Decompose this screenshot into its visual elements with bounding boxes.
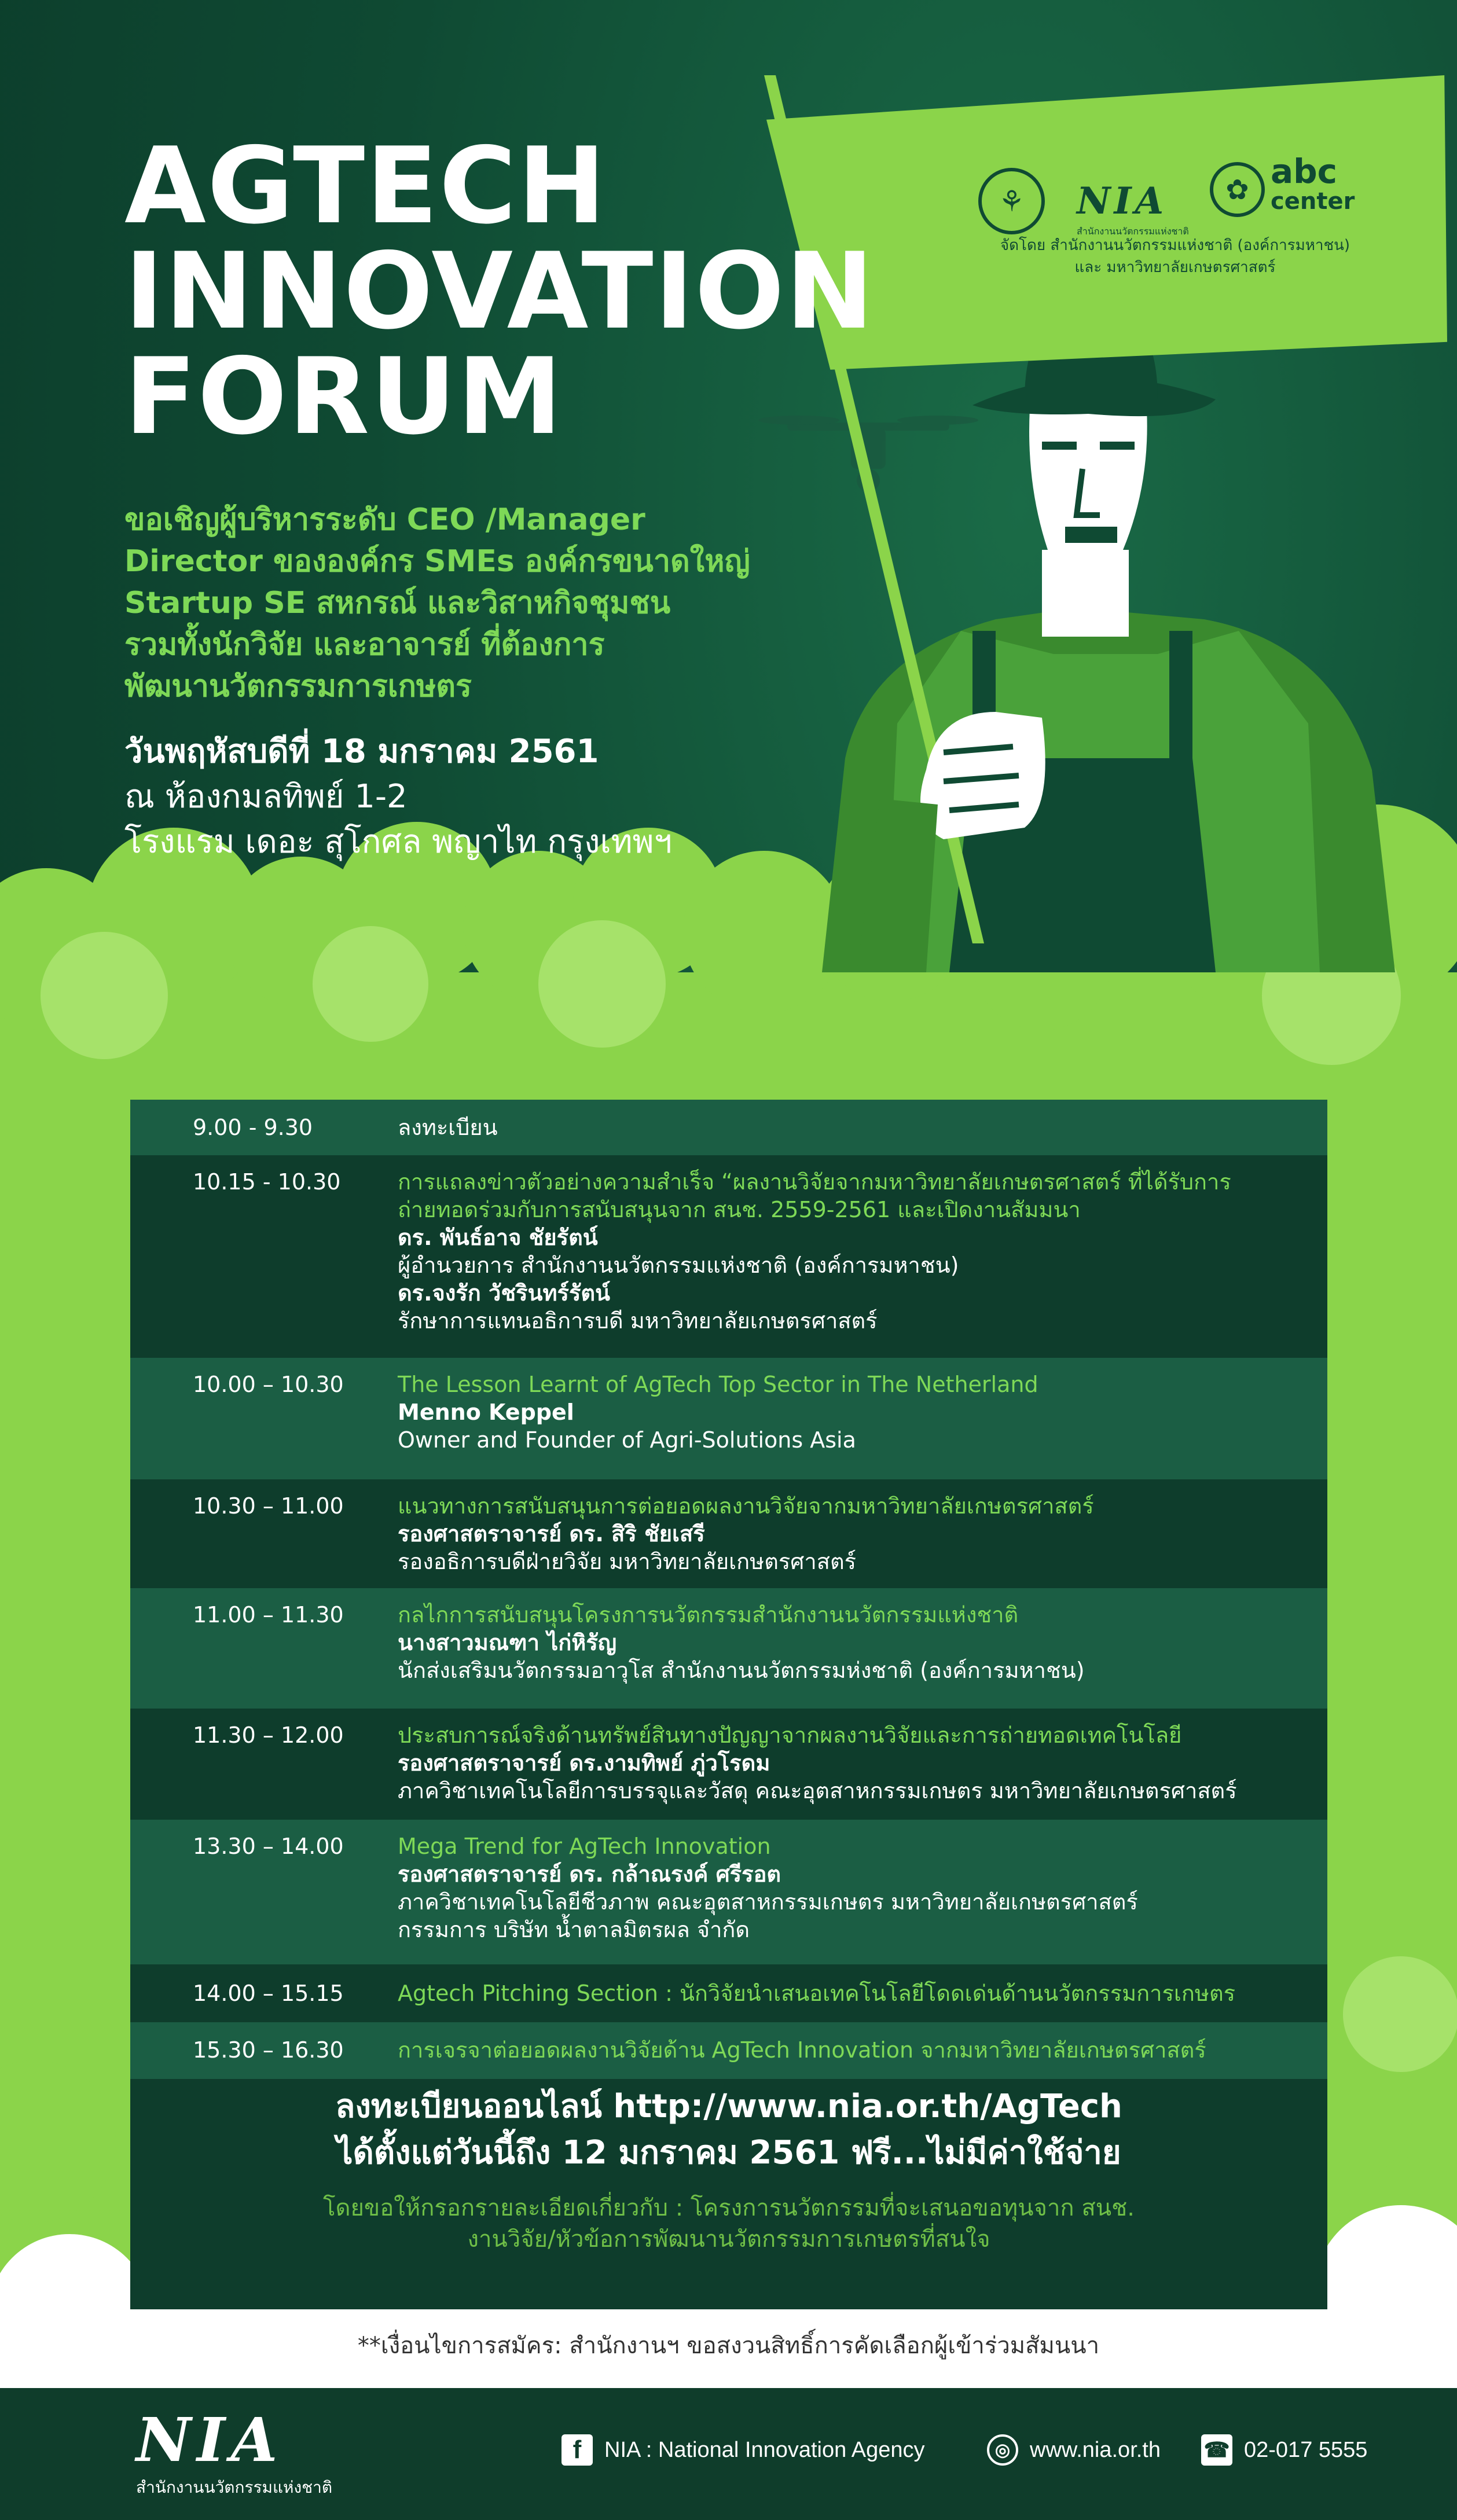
website-label: www.nia.or.th xyxy=(1030,2437,1161,2462)
agenda-topic: The Lesson Learnt of AgTech Top Sector in The Netherland xyxy=(398,1372,1038,1397)
phone-icon: ☎ xyxy=(1201,2434,1232,2466)
agenda-time: 11.30 – 12.00 xyxy=(193,1722,344,1748)
agenda-body xyxy=(398,1601,1293,1684)
abc-logo-sub: center xyxy=(1271,188,1355,215)
organizer-line-1: จัดโดย สำนักงานนวัตกรรมแห่งชาติ (องค์การมหาชน) xyxy=(1000,237,1350,254)
disclaimer-text: **เงื่อนไขการสมัคร: สำนักงานฯ ขอสงวนสิทธิ์การคัดเลือกผู้เข้าร่วมสัมนนา xyxy=(357,2332,1100,2359)
agenda-topic: แนวทางการสนับสนุนการต่อยอดผลงานวิจัยจากมหาวิทยาลัยเกษตรศาสตร์ xyxy=(398,1493,1094,1519)
agenda-time: 13.30 – 14.00 xyxy=(193,1834,344,1859)
agenda-row xyxy=(130,1820,1327,1964)
registration-url-line[interactable]: ลงทะเบียนออนไลน์ http://www.nia.or.th/AgTech xyxy=(335,2088,1122,2125)
organizer-text xyxy=(978,234,1372,278)
organizer-line-2: และ มหาวิทยาลัยเกษตรศาสตร์ xyxy=(1074,259,1276,276)
speaker-name: รองศาสตราจารย์ ดร. กล้าณรงค์ ศรีรอต xyxy=(398,1861,781,1887)
abc-logo-text: abc xyxy=(1271,152,1338,191)
title-line-1: AGTECH xyxy=(124,124,607,247)
intro-line-5: พัฒนานวัตกรรมการเกษตร xyxy=(124,669,472,704)
agenda-body xyxy=(398,1168,1293,1335)
flag-logo-group xyxy=(978,145,1372,289)
event-hotel: โรงแรม เดอะ สุโกศล พญาไท กรุงเทพฯ xyxy=(124,823,672,861)
speaker-position: ภาควิชาเทคโนโลยีชีวภาพ คณะอุตสาหกรรมเกษตร มหาวิทยาลัยเกษตรศาสตร์ xyxy=(398,1889,1138,1915)
speaker-name: นางสาวมณฑา ไก่หิรัญ xyxy=(398,1630,617,1655)
agenda-row xyxy=(130,1709,1327,1820)
registration-deadline: ได้ตั้งแต่วันนี้ถึง 12 มกราคม 2561 ฟรี...ไม่มีค่าใช้จ่าย xyxy=(336,2134,1121,2172)
agenda-body xyxy=(398,1721,1293,1805)
abc-center-logo xyxy=(1271,152,1355,216)
agenda-time: 10.30 – 11.00 xyxy=(193,1493,344,1519)
speaker-position: ภาควิชาเทคโนโลยีการบรรจุและวัสดุ คณะอุตสาหกรรมเกษตร มหาวิทยาลัยเกษตรศาสตร์ xyxy=(398,1778,1237,1803)
agenda-row xyxy=(130,1358,1327,1479)
agenda-row xyxy=(130,1155,1327,1358)
agenda-row xyxy=(130,1100,1327,1155)
speaker-position: รองอธิการบดีฝ่ายวิจัย มหาวิทยาลัยเกษตรศาสตร์ xyxy=(398,1549,857,1574)
website-link[interactable] xyxy=(987,2434,1161,2466)
speaker-extra: กรรมการ บริษัท น้ำตาลมิตรผล จำกัด xyxy=(398,1917,750,1942)
speaker-position: Owner and Founder of Agri-Solutions Asia xyxy=(398,1427,856,1453)
footer-logo-caption: สำนักงานนวัตกรรมแห่งชาติ xyxy=(136,2478,333,2497)
speaker-position: ผู้อำนวยการ สำนักงานนวัตกรรมแห่งชาติ (องค์การมหาชน) xyxy=(398,1252,959,1278)
registration-note-2: งานวิจัย/หัวข้อการพัฒนานวัตกรรมการเกษตรที่สนใจ xyxy=(467,2226,990,2253)
agenda-time: 9.00 - 9.30 xyxy=(193,1115,313,1140)
agenda-topic: การแถลงข่าวตัวอย่างความสำเร็จ “ผลงานวิจัยจากมหาวิทยาลัยเกษตรศาสตร์ ที่ได้รับการถ่ายทอดร่วมกับการสนับสนุนจาก สนช. 2559-2561 และเปิดงานสัมมนา xyxy=(398,1169,1231,1222)
university-seal-icon: ⚘ xyxy=(978,168,1045,234)
agenda-time: 14.00 – 15.15 xyxy=(193,1981,344,2006)
registration-note-1: โดยขอให้กรอกรายละเอียดเกี่ยวกับ : โครงการนวัตกรรมที่จะเสนอขอทุนจาก สนช. xyxy=(323,2195,1135,2221)
globe-icon: ◎ xyxy=(987,2434,1018,2466)
agenda-body xyxy=(398,2036,1293,2064)
event-room: ณ ห้องกมลทิพย์ 1-2 xyxy=(124,778,408,815)
agenda-row xyxy=(130,2022,1327,2079)
event-date: วันพฤหัสบดีที่ 18 มกราคม 2561 xyxy=(124,733,599,770)
agenda-topic: Mega Trend for AgTech Innovation xyxy=(398,1834,771,1859)
nia-logo-caption: สำนักงานนวัตกรรมแห่งชาติ xyxy=(1077,226,1189,237)
title-line-3: FORUM xyxy=(124,335,564,458)
event-details xyxy=(124,729,877,865)
agenda-time: 10.15 - 10.30 xyxy=(193,1169,341,1195)
agenda-table xyxy=(130,1100,1327,2309)
speaker-position: รักษาการแทนอธิการบดี มหาวิทยาลัยเกษตรศาสตร์ xyxy=(398,1308,878,1334)
speaker-name: รองศาสตราจารย์ ดร.งามทิพย์ ภู่วโรดม xyxy=(398,1750,770,1776)
speaker-name: รองศาสตราจารย์ ดร. สิริ ชัยเสรี xyxy=(398,1521,705,1546)
agenda-time: 11.00 – 11.30 xyxy=(193,1602,344,1628)
page-title xyxy=(124,124,875,458)
intro-line-4: รวมทั้งนักวิจัย และอาจารย์ ที่ต้องการ xyxy=(124,627,605,662)
speaker-position: นักส่งเสริมนวัตกรรมอาวุโส สำนักงานนวัตกรรมห่งชาติ (องค์การมหาชน) xyxy=(398,1658,1085,1683)
agenda-row xyxy=(130,1479,1327,1588)
agenda-body xyxy=(398,1832,1293,1944)
phone-label: 02-017 5555 xyxy=(1244,2437,1368,2462)
agenda-time: 10.00 – 10.30 xyxy=(193,1372,344,1397)
intro-line-3: Startup SE สหกรณ์ และวิสาหกิจชุมชน xyxy=(124,586,671,620)
footer-nia-logo: NIA xyxy=(136,2404,284,2475)
agenda-topic: Agtech Pitching Section : นักวิจัยนำเสนอเทคโนโลยีโดดเด่นด้านนวัตกรรมการเกษตร xyxy=(398,1981,1236,2006)
intro-line-1: ขอเชิญผู้บริหารระดับ CEO /Manager xyxy=(124,502,645,537)
registration-block xyxy=(130,2084,1327,2255)
agenda-text: ลงทะเบียน xyxy=(398,1115,498,1140)
agenda-topic: การเจรจาต่อยอดผลงานวิจัยด้าน AgTech Innovation จากมหาวิทยาลัยเกษตรศาสตร์ xyxy=(398,2037,1206,2063)
speaker-name: ดร.จงรัก วัชรินทร์รัตน์ xyxy=(398,1280,611,1306)
speaker-name: Menno Keppel xyxy=(398,1399,574,1425)
phone-link[interactable] xyxy=(1201,2434,1367,2466)
agenda-body xyxy=(398,1371,1293,1454)
facebook-icon: f xyxy=(561,2434,593,2466)
agenda-topic: กลไกการสนับสนุนโครงการนวัตกรรมสำนักงานนวัตกรรมแห่งชาติ xyxy=(398,1602,1019,1628)
title-line-2: INNOVATION xyxy=(124,230,875,352)
abc-leaf-icon: ✿ xyxy=(1210,162,1265,217)
invitation-text xyxy=(124,499,923,707)
agenda-body xyxy=(398,1979,1293,2007)
footer xyxy=(0,2388,1457,2520)
agenda-topic: ประสบการณ์จริงด้านทรัพย์สินทางปัญญาจากผลงานวิจัยและการถ่ายทอดเทคโนโลยี xyxy=(398,1722,1182,1748)
facebook-label: NIA : National Innovation Agency xyxy=(604,2437,925,2462)
agenda-body xyxy=(398,1492,1293,1575)
intro-line-2: Director ขององค์กร SMEs องค์กรขนาดใหญ่ xyxy=(124,544,750,579)
speaker-name: ดร. พันธ์อาจ ชัยรัตน์ xyxy=(398,1225,598,1250)
agenda-time: 15.30 – 16.30 xyxy=(193,2037,344,2063)
agenda-row xyxy=(130,1964,1327,2022)
facebook-link[interactable] xyxy=(561,2434,924,2466)
agenda-row xyxy=(130,1588,1327,1709)
nia-logo: NIA xyxy=(1077,179,1168,223)
